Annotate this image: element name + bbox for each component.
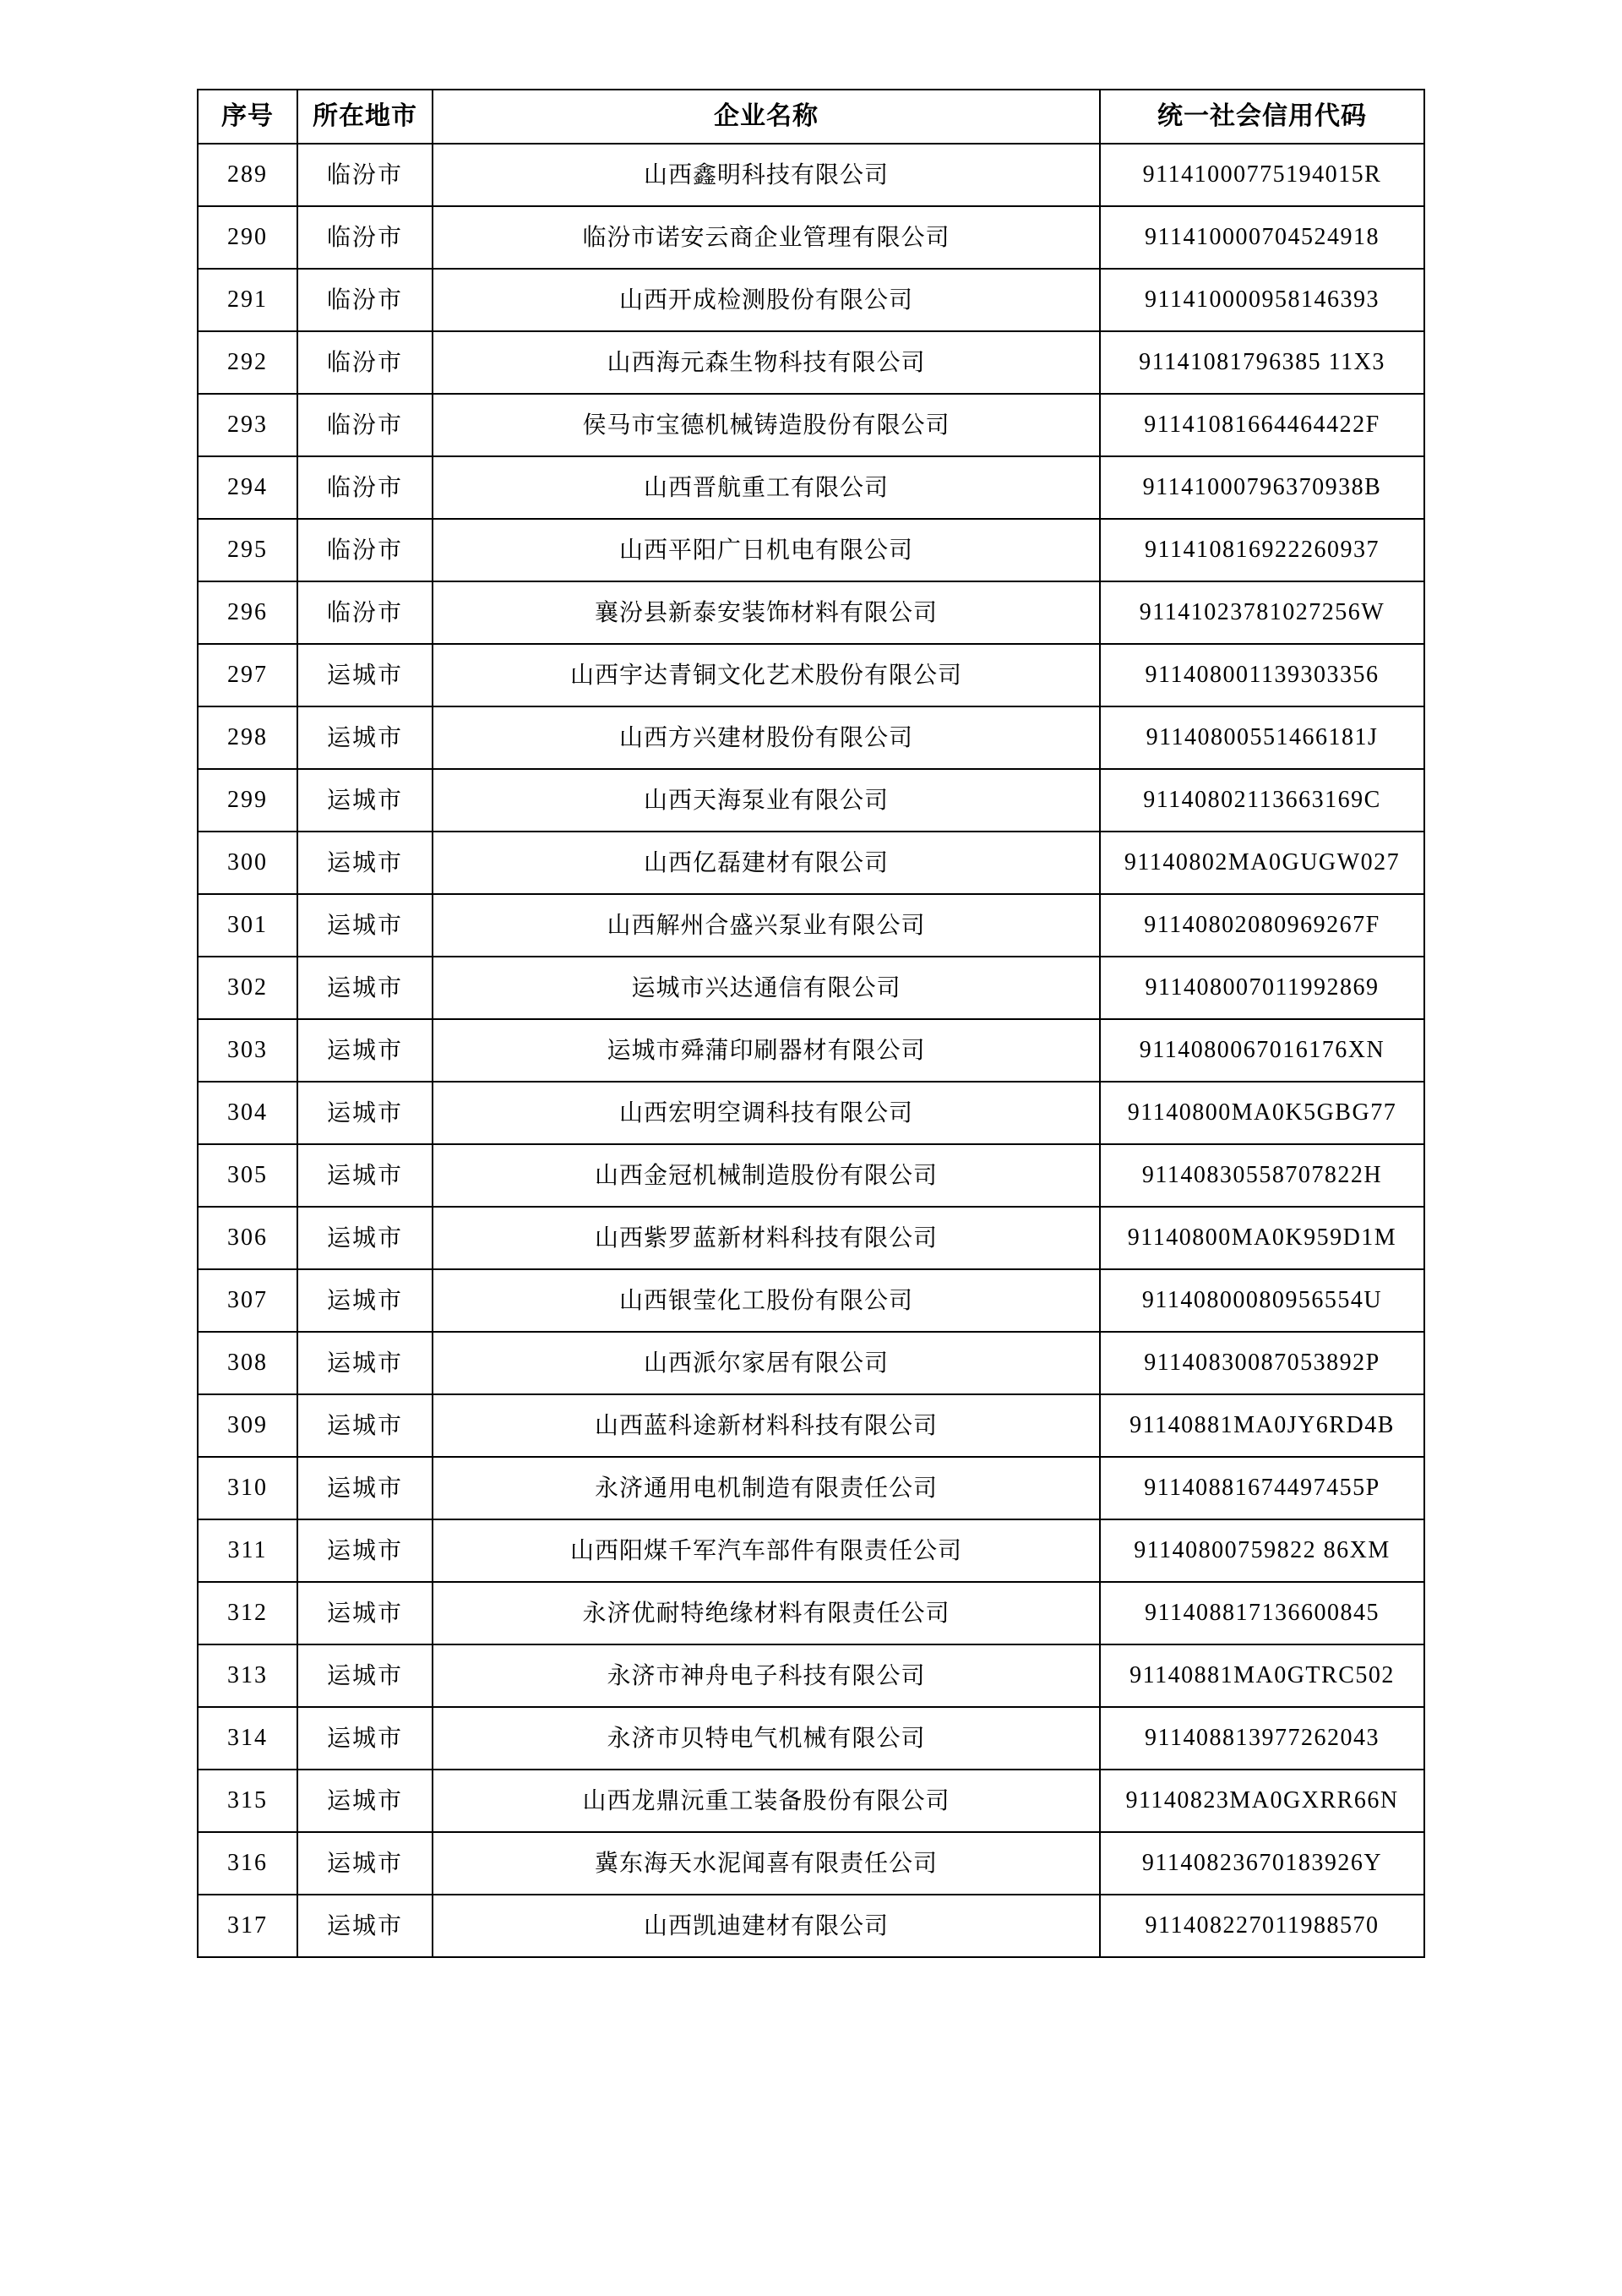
row-city: 临汾市 xyxy=(297,581,433,644)
enterprise-registry-table xyxy=(197,89,1425,1958)
row-city: 运城市 xyxy=(297,1770,433,1832)
row-city: 运城市 xyxy=(297,1582,433,1644)
table-row xyxy=(198,1644,1424,1707)
row-seq: 291 xyxy=(198,269,297,331)
row-credit-code: 91141023781027256W xyxy=(1100,581,1424,644)
row-city: 临汾市 xyxy=(297,519,433,581)
row-credit-code: 91140802113663169C xyxy=(1100,769,1424,832)
row-city: 临汾市 xyxy=(297,206,433,269)
table-row xyxy=(198,894,1424,957)
row-seq: 313 xyxy=(198,1644,297,1707)
row-credit-code: 91140800080956554U xyxy=(1100,1269,1424,1332)
table-row xyxy=(198,1332,1424,1394)
row-credit-code: 911408001139303356 xyxy=(1100,644,1424,706)
row-seq: 303 xyxy=(198,1019,297,1082)
row-enterprise-name: 永济市贝特电气机械有限公司 xyxy=(433,1707,1100,1770)
row-city: 运城市 xyxy=(297,1082,433,1144)
row-credit-code: 911410000958146393 xyxy=(1100,269,1424,331)
row-credit-code: 911408227011988570 xyxy=(1100,1895,1424,1957)
row-seq: 315 xyxy=(198,1770,297,1832)
row-seq: 301 xyxy=(198,894,297,957)
row-seq: 306 xyxy=(198,1207,297,1269)
row-enterprise-name: 山西解州合盛兴泵业有限公司 xyxy=(433,894,1100,957)
row-enterprise-name: 永济通用电机制造有限责任公司 xyxy=(433,1457,1100,1519)
row-seq: 312 xyxy=(198,1582,297,1644)
row-seq: 309 xyxy=(198,1394,297,1457)
row-credit-code: 91141081664464422F xyxy=(1100,394,1424,456)
table-row xyxy=(198,1895,1424,1957)
row-seq: 308 xyxy=(198,1332,297,1394)
row-seq: 317 xyxy=(198,1895,297,1957)
row-seq: 311 xyxy=(198,1519,297,1582)
row-city: 运城市 xyxy=(297,1895,433,1957)
table-row xyxy=(198,644,1424,706)
row-city: 运城市 xyxy=(297,1144,433,1207)
row-enterprise-name: 山西方兴建材股份有限公司 xyxy=(433,706,1100,769)
table-header-row xyxy=(198,90,1424,144)
row-enterprise-name: 山西天海泵业有限公司 xyxy=(433,769,1100,832)
row-city: 运城市 xyxy=(297,1707,433,1770)
row-city: 临汾市 xyxy=(297,331,433,394)
table-row xyxy=(198,456,1424,519)
row-enterprise-name: 山西派尔家居有限公司 xyxy=(433,1332,1100,1394)
row-seq: 294 xyxy=(198,456,297,519)
row-credit-code: 91140800759822 86XM xyxy=(1100,1519,1424,1582)
row-city: 运城市 xyxy=(297,894,433,957)
row-enterprise-name: 运城市舜蒲印刷器材有限公司 xyxy=(433,1019,1100,1082)
row-city: 运城市 xyxy=(297,1519,433,1582)
row-enterprise-name: 永济市神舟电子科技有限公司 xyxy=(433,1644,1100,1707)
row-city: 运城市 xyxy=(297,644,433,706)
row-seq: 305 xyxy=(198,1144,297,1207)
table-row xyxy=(198,832,1424,894)
row-credit-code: 91140823MA0GXRR66N xyxy=(1100,1770,1424,1832)
row-seq: 299 xyxy=(198,769,297,832)
row-credit-code: 91140830087053892P xyxy=(1100,1332,1424,1394)
row-credit-code: 91140800MA0K959D1M xyxy=(1100,1207,1424,1269)
row-credit-code: 91140802080969267F xyxy=(1100,894,1424,957)
table-row xyxy=(198,1582,1424,1644)
row-enterprise-name: 山西凯迪建材有限公司 xyxy=(433,1895,1100,1957)
row-enterprise-name: 永济优耐特绝缘材料有限责任公司 xyxy=(433,1582,1100,1644)
row-enterprise-name: 山西龙鼎沅重工装备股份有限公司 xyxy=(433,1770,1100,1832)
row-city: 临汾市 xyxy=(297,269,433,331)
row-city: 运城市 xyxy=(297,832,433,894)
row-seq: 302 xyxy=(198,957,297,1019)
table-row xyxy=(198,1707,1424,1770)
row-city: 运城市 xyxy=(297,957,433,1019)
table-row xyxy=(198,1394,1424,1457)
table-row xyxy=(198,706,1424,769)
row-seq: 293 xyxy=(198,394,297,456)
row-credit-code: 911410000704524918 xyxy=(1100,206,1424,269)
table-row xyxy=(198,957,1424,1019)
row-enterprise-name: 山西亿磊建材有限公司 xyxy=(433,832,1100,894)
row-enterprise-name: 山西金冠机械制造股份有限公司 xyxy=(433,1144,1100,1207)
row-credit-code: 911408007011992869 xyxy=(1100,957,1424,1019)
row-city: 运城市 xyxy=(297,1832,433,1895)
table-row xyxy=(198,394,1424,456)
row-city: 临汾市 xyxy=(297,144,433,206)
row-enterprise-name: 山西阳煤千军汽车部件有限责任公司 xyxy=(433,1519,1100,1582)
row-enterprise-name: 山西晋航重工有限公司 xyxy=(433,456,1100,519)
table-body xyxy=(198,144,1424,1957)
row-seq: 307 xyxy=(198,1269,297,1332)
row-credit-code: 91140881674497455P xyxy=(1100,1457,1424,1519)
row-city: 临汾市 xyxy=(297,394,433,456)
table-row xyxy=(198,1019,1424,1082)
table-row xyxy=(198,519,1424,581)
row-enterprise-name: 山西银莹化工股份有限公司 xyxy=(433,1269,1100,1332)
column-header-name: 企业名称 xyxy=(433,90,1100,144)
row-credit-code: 91140881MA0GTRC502 xyxy=(1100,1644,1424,1707)
row-enterprise-name: 山西宇达青铜文化艺术股份有限公司 xyxy=(433,644,1100,706)
row-city: 运城市 xyxy=(297,1269,433,1332)
row-city: 运城市 xyxy=(297,1394,433,1457)
row-seq: 295 xyxy=(198,519,297,581)
row-city: 运城市 xyxy=(297,1457,433,1519)
row-city: 运城市 xyxy=(297,1019,433,1082)
row-seq: 289 xyxy=(198,144,297,206)
row-credit-code: 9114080067016176XN xyxy=(1100,1019,1424,1082)
row-credit-code: 91140802MA0GUGW027 xyxy=(1100,832,1424,894)
row-seq: 314 xyxy=(198,1707,297,1770)
row-credit-code: 91140800551466181J xyxy=(1100,706,1424,769)
table-row xyxy=(198,1519,1424,1582)
table-row xyxy=(198,1457,1424,1519)
row-enterprise-name: 侯马市宝德机械铸造股份有限公司 xyxy=(433,394,1100,456)
row-credit-code: 911408813977262043 xyxy=(1100,1707,1424,1770)
row-seq: 304 xyxy=(198,1082,297,1144)
table-row xyxy=(198,1770,1424,1832)
row-enterprise-name: 襄汾县新泰安装饰材料有限公司 xyxy=(433,581,1100,644)
table-row xyxy=(198,1082,1424,1144)
row-credit-code: 91140881MA0JY6RD4B xyxy=(1100,1394,1424,1457)
row-credit-code: 91140830558707822H xyxy=(1100,1144,1424,1207)
table-row xyxy=(198,269,1424,331)
row-seq: 290 xyxy=(198,206,297,269)
row-enterprise-name: 运城市兴达通信有限公司 xyxy=(433,957,1100,1019)
row-seq: 300 xyxy=(198,832,297,894)
row-enterprise-name: 山西海元森生物科技有限公司 xyxy=(433,331,1100,394)
row-enterprise-name: 山西紫罗蓝新材料科技有限公司 xyxy=(433,1207,1100,1269)
row-enterprise-name: 山西开成检测股份有限公司 xyxy=(433,269,1100,331)
row-city: 运城市 xyxy=(297,769,433,832)
row-seq: 292 xyxy=(198,331,297,394)
table-row xyxy=(198,1207,1424,1269)
table-row xyxy=(198,331,1424,394)
row-enterprise-name: 山西平阳广日机电有限公司 xyxy=(433,519,1100,581)
table-row xyxy=(198,1832,1424,1895)
table-row xyxy=(198,581,1424,644)
table-row xyxy=(198,206,1424,269)
table-row xyxy=(198,1269,1424,1332)
row-enterprise-name: 山西宏明空调科技有限公司 xyxy=(433,1082,1100,1144)
table-row xyxy=(198,144,1424,206)
row-credit-code: 91140800MA0K5GBG77 xyxy=(1100,1082,1424,1144)
row-credit-code: 91141081796385 11X3 xyxy=(1100,331,1424,394)
row-credit-code: 91140823670183926Y xyxy=(1100,1832,1424,1895)
row-seq: 310 xyxy=(198,1457,297,1519)
row-seq: 316 xyxy=(198,1832,297,1895)
table-header xyxy=(198,90,1424,144)
table-row xyxy=(198,1144,1424,1207)
row-seq: 296 xyxy=(198,581,297,644)
row-city: 运城市 xyxy=(297,1332,433,1394)
column-header-code: 统一社会信用代码 xyxy=(1100,90,1424,144)
row-credit-code: 911410816922260937 xyxy=(1100,519,1424,581)
row-enterprise-name: 冀东海天水泥闻喜有限责任公司 xyxy=(433,1832,1100,1895)
row-city: 运城市 xyxy=(297,1207,433,1269)
column-header-city: 所在地市 xyxy=(297,90,433,144)
row-enterprise-name: 山西蓝科途新材料科技有限公司 xyxy=(433,1394,1100,1457)
row-seq: 298 xyxy=(198,706,297,769)
row-city: 运城市 xyxy=(297,1644,433,1707)
row-credit-code: 91141000775194015R xyxy=(1100,144,1424,206)
row-enterprise-name: 山西鑫明科技有限公司 xyxy=(433,144,1100,206)
row-enterprise-name: 临汾市诺安云商企业管理有限公司 xyxy=(433,206,1100,269)
row-city: 运城市 xyxy=(297,706,433,769)
row-seq: 297 xyxy=(198,644,297,706)
table-row xyxy=(198,769,1424,832)
row-city: 临汾市 xyxy=(297,456,433,519)
column-header-seq: 序号 xyxy=(198,90,297,144)
row-credit-code: 911408817136600845 xyxy=(1100,1582,1424,1644)
row-credit-code: 91141000796370938B xyxy=(1100,456,1424,519)
